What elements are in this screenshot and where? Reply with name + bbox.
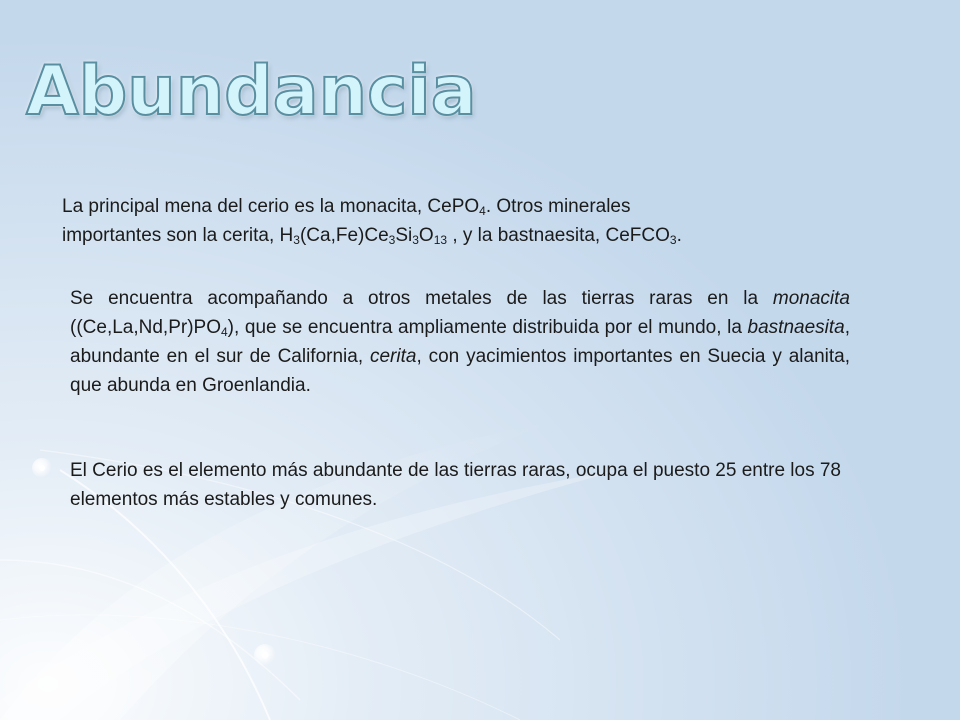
p2-text: ((Ce,La,Nd,Pr)PO [70,317,221,338]
p1-text: . [676,225,682,246]
p2-text: , abundante en el sur de California, [70,317,850,367]
slide-title: Abundancia [26,52,477,131]
p1-subscript: 3 [388,233,396,247]
p1-text: . Otros minerales [485,196,631,217]
p1-text: , y la bastnaesita, CeFCO [447,225,670,246]
bullet-glow-icon [30,456,54,480]
p1-subscript: 3 [412,233,419,247]
p1-text: Si [395,225,413,246]
p1-text: (Ca,Fe)Ce [299,225,389,246]
paragraph-occurrence [70,284,850,400]
p2-text: ), que se encuentra ampliamente distribuida por el mundo, la [227,317,748,338]
p2-italic-mineral: bastnaesita [747,317,845,338]
p1-text: importantes son la cerita, H [62,225,294,246]
p1-text: La principal mena del cerio es la monacita, CePO [62,196,480,217]
paragraph-abundance: El Cerio es el elemento más abundante de las tierras raras, ocupa el puesto 25 entre los 78 elementos más estables y comunes. [70,460,842,510]
p1-text: O [418,225,434,246]
p1-subscript: 3 [293,233,300,247]
p2-italic-mineral: cerita [369,346,417,367]
p2-text: , con yacimientos importantes en Suecia y alanita, que abunda en Groenlandia. [70,346,850,396]
sparkle-dot-icon [252,642,278,668]
p1-subscript: 13 [433,233,448,247]
p2-italic-mineral: monacita [772,288,850,309]
p1-subscript: 3 [669,233,677,247]
paragraph-ores [62,192,932,250]
p1-subscript: 4 [479,204,486,218]
p2-subscript: 4 [220,325,228,339]
p2-text: Se encuentra acompañando a otros metales de las tierras raras en la [70,288,773,309]
